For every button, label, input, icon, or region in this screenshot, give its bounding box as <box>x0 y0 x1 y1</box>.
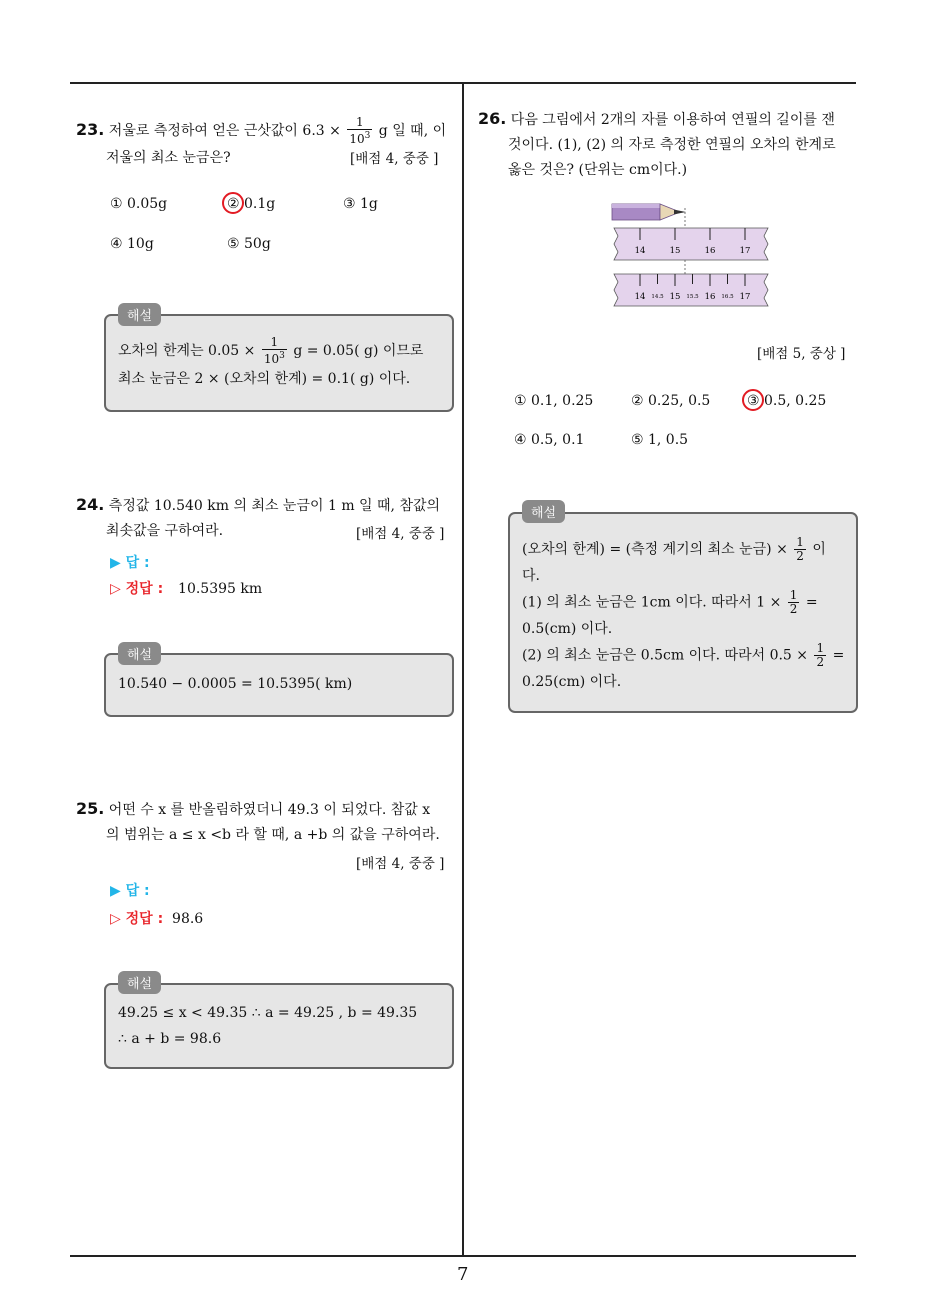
question-number: 25. <box>76 799 105 818</box>
solution-text-part: = <box>805 594 818 611</box>
ruler-1-label: 14 <box>634 246 646 256</box>
question-25 <box>76 796 456 848</box>
denominator: 2 <box>816 655 825 669</box>
choice-1[interactable]: ① 0.05g <box>110 196 168 212</box>
ruler-1-label: 17 <box>739 246 751 256</box>
selected-answer-circle <box>222 192 244 214</box>
score-label: [배점 4, 중중 ] <box>356 856 445 872</box>
solution-tag: 해설 <box>118 303 161 326</box>
question-26-line-3: 옳은 것은? (단위는 cm이다.) <box>508 162 688 178</box>
score-label: [배점 4, 중중 ] <box>350 151 439 167</box>
question-text: 어떤 수 x 를 반올림하였더니 49.3 이 되었다. 참값 x <box>108 802 431 818</box>
choice-2[interactable]: ② 0.1g <box>227 196 276 212</box>
denominator-base: 10 <box>263 352 280 366</box>
question-text: 다음 그림에서 2개의 자를 이용하여 연필의 길이를 잰 <box>510 112 835 128</box>
solution-line-3 <box>522 589 852 616</box>
correct-answer <box>110 908 203 928</box>
solution-tag: 해설 <box>118 642 161 665</box>
denominator: 2 <box>796 549 804 563</box>
question-25-line-2: 의 범위는 a ≤ x <b 라 할 때, a +b 의 값을 구하여라. <box>106 827 440 843</box>
correct-answer-label: ▷ 정답 : <box>110 911 164 927</box>
question-23-line-1 <box>76 116 456 146</box>
fraction <box>347 116 372 146</box>
ruler-1-label: 16 <box>704 246 716 256</box>
numerator: 1 <box>262 336 287 350</box>
question-text: g 일 때, 이 <box>378 123 447 139</box>
solution-line-1 <box>118 336 448 366</box>
solution-text <box>522 536 852 695</box>
ruler-figure <box>600 196 780 316</box>
exponent: 3 <box>364 131 371 141</box>
fraction <box>794 536 806 563</box>
question-text: 저울로 측정하여 얻은 근삿값이 6.3 × <box>108 123 341 139</box>
ruler-2 <box>614 274 768 306</box>
score-label: [배점 5, 중상 ] <box>757 346 846 362</box>
choice-4[interactable]: ④ 0.5, 0.1 <box>514 432 585 448</box>
denominator <box>347 130 372 146</box>
solution-text-part: g = 0.05( g) 이므로 <box>293 343 424 359</box>
correct-answer-value: 10.5395 km <box>178 581 263 597</box>
question-26 <box>478 106 863 183</box>
ruler-2-label: 15.5 <box>686 294 699 300</box>
score-label: [배점 4, 중중 ] <box>356 526 445 542</box>
choice-4[interactable]: ④ 10g <box>110 236 154 252</box>
column-divider <box>462 82 464 1257</box>
selected-answer-circle <box>742 389 764 411</box>
solution-text <box>118 336 448 392</box>
solution-text-part: (오차의 한계) = (측정 계기의 최소 눈금) × <box>522 541 788 558</box>
ruler-2-label: 15 <box>669 292 681 302</box>
question-25-line-1 <box>76 796 456 823</box>
solution-line-2: 최소 눈금은 2 × (오차의 한계) = 0.1( g) 이다. <box>118 371 411 387</box>
choice-3[interactable]: ③ 1g <box>343 196 378 212</box>
solution-line-2: ∴ a + b = 98.6 <box>118 1031 222 1047</box>
solution-text-part: (1) 의 최소 눈금은 1cm 이다. 따라서 1 × <box>522 594 782 611</box>
question-24-line-1 <box>76 492 456 519</box>
solution-line-1: 49.25 ≤ x < 49.35 ∴ a = 49.25 , b = 49.35 <box>118 1005 418 1021</box>
denominator <box>262 350 287 366</box>
denominator-base: 10 <box>349 132 365 146</box>
solution-line-1: 10.540 − 0.0005 = 10.5395( km) <box>118 676 353 692</box>
exponent: 3 <box>279 351 285 361</box>
ruler-2-label: 16.5 <box>721 294 734 300</box>
solution-tag: 해설 <box>522 500 565 523</box>
question-23-line-2: 저울의 최소 눈금은? <box>106 150 231 166</box>
pencil-icon <box>612 204 686 220</box>
page-number: 7 <box>457 1264 469 1285</box>
ruler-1 <box>614 228 768 260</box>
solution-text-part: (2) 의 최소 눈금은 0.5cm 이다. 따라서 0.5 × <box>522 647 809 664</box>
ruler-2-label: 17 <box>739 292 751 302</box>
solution-text-part: 이 <box>812 541 826 558</box>
fraction <box>788 589 800 616</box>
ruler-2-label: 16 <box>704 292 716 302</box>
solution-text <box>118 1000 417 1052</box>
ruler-2-label: 14 <box>634 292 646 302</box>
ruler-2-label: 14.5 <box>651 294 664 300</box>
choice-5[interactable]: ⑤ 50g <box>227 236 271 252</box>
denominator: 2 <box>789 602 798 616</box>
choice-3[interactable]: ③ 0.5, 0.25 <box>747 393 827 409</box>
question-number: 26. <box>478 109 507 128</box>
answer-input-label[interactable]: ▶ 답 : <box>110 883 150 899</box>
question-number: 23. <box>76 120 105 139</box>
ruler-1-label: 15 <box>669 246 681 256</box>
solution-tag: 해설 <box>118 971 161 994</box>
solution-line-6: 0.25(cm) 이다. <box>522 674 622 690</box>
correct-answer-value: 98.6 <box>172 911 204 927</box>
answer-input-label[interactable]: ▶ 답 : <box>110 555 150 571</box>
numerator: 1 <box>347 116 372 130</box>
solution-line-5 <box>522 642 852 669</box>
numerator: 1 <box>796 535 804 549</box>
fraction <box>814 642 826 669</box>
solution-text-part: = <box>832 647 845 664</box>
question-24-line-2: 최솟값을 구하여라. <box>106 523 224 539</box>
numerator: 1 <box>789 588 798 602</box>
solution-line-4: 0.5(cm) 이다. <box>522 621 613 637</box>
question-number: 24. <box>76 495 105 514</box>
choice-5[interactable]: ⑤ 1, 0.5 <box>631 432 689 448</box>
fraction <box>262 336 287 366</box>
solution-line-1 <box>522 536 852 563</box>
correct-answer <box>110 578 262 598</box>
question-text: 측정값 10.540 km 의 최소 눈금이 1 m 일 때, 참값의 <box>108 498 441 514</box>
solution-line-2: 다. <box>522 568 540 584</box>
correct-answer-label: ▷ 정답 : <box>110 581 164 597</box>
numerator: 1 <box>816 641 825 655</box>
question-26-line-2: 것이다. (1), (2) 의 자로 측정한 연필의 오차의 한계로 <box>508 137 836 153</box>
question-26-line-1 <box>478 106 863 133</box>
choice-2[interactable]: ② 0.25, 0.5 <box>631 393 711 409</box>
choice-1[interactable]: ① 0.1, 0.25 <box>514 393 594 409</box>
solution-text-part: 오차의 한계는 0.05 × <box>118 343 256 359</box>
